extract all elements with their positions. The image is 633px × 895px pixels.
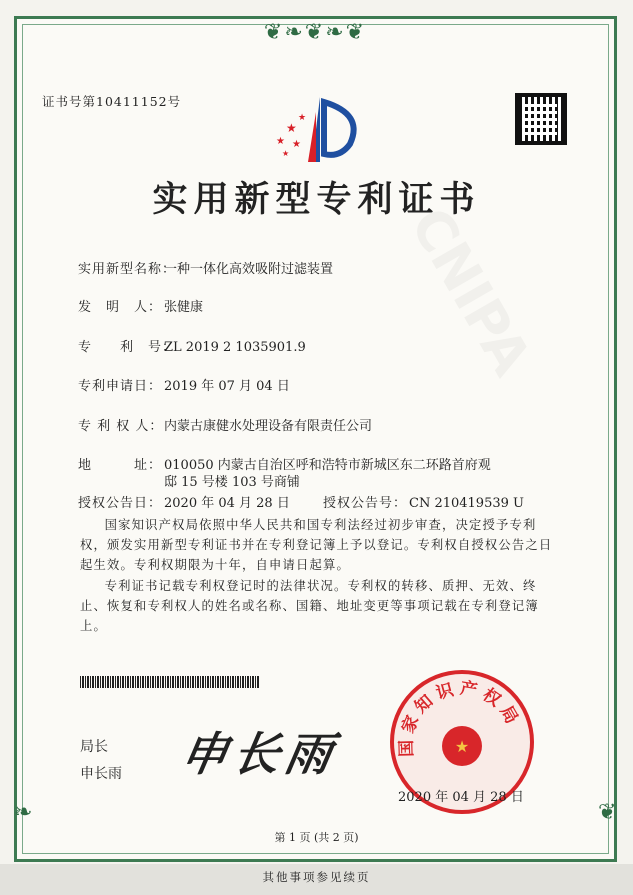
field-patent-number (78, 336, 306, 355)
logo-red-blade (308, 112, 316, 162)
document-title: 实用新型专利证书 (152, 179, 481, 220)
qr-code (515, 93, 567, 145)
page-info: 第 1 页 (共 2 页) (274, 831, 359, 844)
signatory-name: 申长雨 (80, 766, 122, 782)
field-label: 授权公告日： (78, 496, 163, 511)
field-address-line2: 邸 15 号楼 103 号商铺 (164, 475, 300, 490)
star-icon: ★ (298, 113, 307, 123)
star-icon: ★ (282, 149, 290, 158)
star-icon: ★ (454, 737, 470, 756)
field-label: 专 利 号： (78, 340, 177, 355)
top-ornament-icon: ❦❧❦❧❦ (263, 20, 367, 45)
signatory-role: 局长 (80, 739, 108, 755)
field-utility-model-name (78, 258, 333, 277)
legal-paragraph: 专利证书记载专利权登记时的法律状况。专利权的转移、质押、无效、终止、恢复和专利权人的姓名或名称、国籍、地址变更等事项记载在专利登记簿上。 (80, 579, 539, 633)
certificate-number: 证书号第10411152号 (42, 94, 182, 109)
field-value: 内蒙古康健水处理设备有限责任公司 (164, 419, 373, 434)
seal-text: 国家知识产权局 (396, 678, 524, 758)
field-value: 2020 年 04 月 28 日 (164, 496, 290, 511)
field-label: 专利申请日： (78, 379, 163, 394)
field-label: 授权公告号： (323, 496, 408, 511)
field-value: 010050 内蒙古自治区呼和浩特市新城区东二环路首府观 (164, 458, 491, 473)
field-application-date (78, 375, 290, 394)
corner-ornament-icon: ❧ (14, 800, 33, 825)
field-patentee (78, 415, 372, 434)
field-grant-number (323, 492, 524, 511)
field-value: 2019 年 07 月 04 日 (164, 379, 290, 394)
field-label: 发 明 人： (78, 300, 163, 315)
cnipa-logo (268, 92, 368, 167)
field-label: 专 利 权 人： (78, 419, 164, 434)
star-icon: ★ (292, 139, 301, 150)
field-inventor (78, 296, 203, 315)
footer-note: 其他事项参见续页 (0, 864, 633, 895)
star-icon: ★ (276, 136, 285, 147)
field-value: ZL 2019 2 1035901.9 (164, 340, 306, 355)
logo-p-shape (324, 102, 354, 155)
legal-paragraph: 国家知识产权局依照中华人民共和国专利法经过初步审查，决定授予专利权，颁发实用新型专利证书并在专利登记簿上予以登记。专利权自授权公告之日起生效。专利权期限为十年，自申请日起算。 (80, 518, 553, 572)
field-value: CN 210419539 U (409, 496, 524, 511)
field-label: 实用新型名称： (78, 262, 177, 277)
field-grant-date (78, 492, 290, 511)
barcode (80, 676, 260, 688)
seal-date: 2020 年 04 月 28 日 (398, 790, 524, 805)
field-value: 一种一体化高效吸附过滤装置 (164, 262, 334, 277)
field-value: 张健康 (164, 300, 204, 315)
corner-ornament-icon: ❦ (598, 800, 617, 825)
field-label: 地 址： (78, 458, 163, 473)
handwritten-signature: 申长雨 (176, 727, 343, 781)
star-icon: ★ (286, 121, 297, 135)
